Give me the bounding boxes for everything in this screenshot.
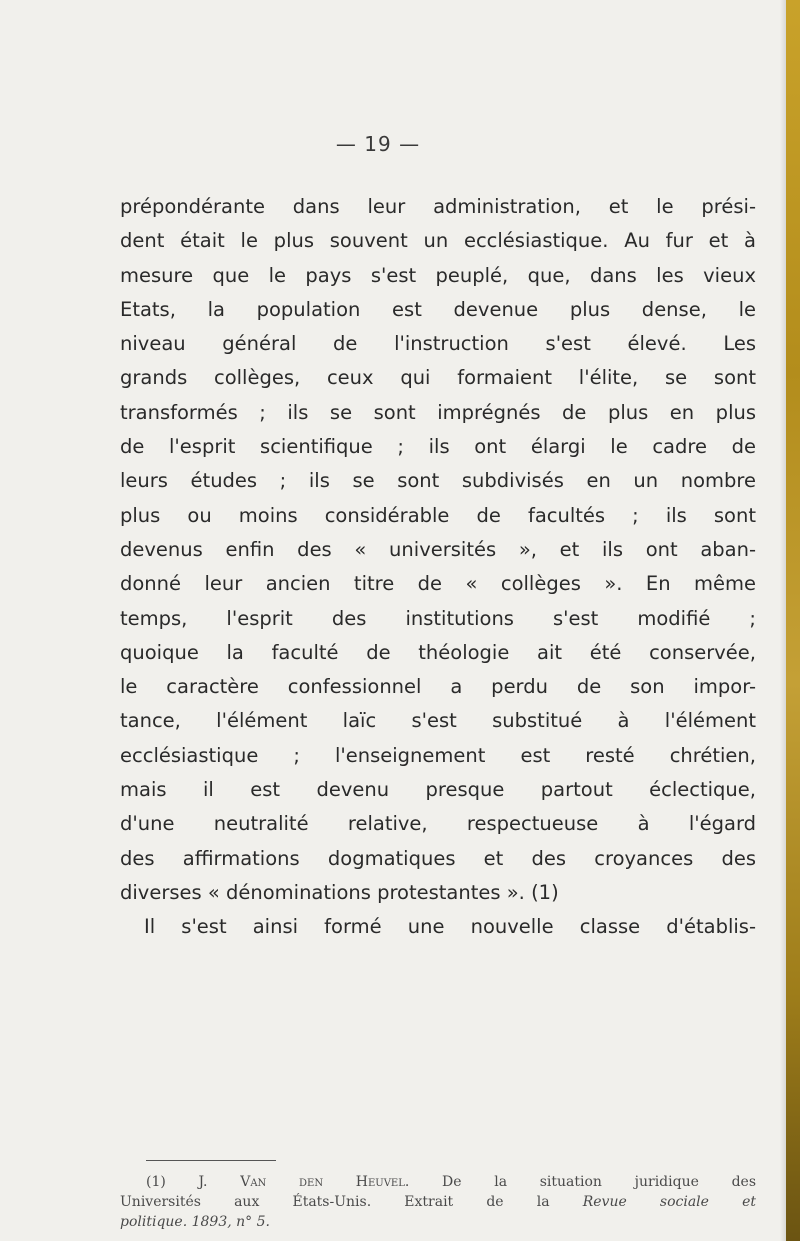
footnote-author: Van den Heuvel bbox=[240, 1174, 405, 1190]
text-line: donné leur ancien titre de « collèges ». En même bbox=[120, 572, 756, 596]
text-line: diverses « dénominations protestantes ». (1) bbox=[120, 880, 559, 904]
text-line: mesure que le pays s'est peuplé, que, dans les vieux bbox=[120, 263, 756, 287]
text-line: quoique la faculté de théologie ait été conservée, bbox=[120, 640, 756, 664]
text-line: tance, l'élément laïc s'est substitué à l'élément bbox=[120, 709, 756, 733]
book-edge bbox=[786, 0, 800, 1241]
footnote-marker: (1) J. bbox=[146, 1174, 208, 1190]
text-line: temps, l'esprit des institutions s'est modifié ; bbox=[120, 606, 756, 630]
text-line: le caractère confessionnel a perdu de son impor- bbox=[120, 675, 756, 699]
text-line: leurs études ; ils se sont subdivisés en un nombre bbox=[120, 469, 756, 493]
text-line: ecclésiastique ; l'enseignement est resté chrétien, bbox=[120, 743, 756, 767]
footnote-separator bbox=[146, 1160, 276, 1161]
footnote-line bbox=[120, 1172, 756, 1192]
footnote bbox=[120, 1172, 756, 1232]
body-text bbox=[120, 190, 756, 945]
text-line: mais il est devenu presque partout éclectique, bbox=[120, 778, 756, 802]
footnote-title: . De la situation juridique des bbox=[404, 1174, 757, 1190]
text-line: devenus enfin des « universités », et ils ont aban- bbox=[120, 537, 756, 561]
footnote-line bbox=[120, 1192, 756, 1212]
text-line: niveau général de l'instruction s'est élevé. Les bbox=[120, 332, 756, 356]
text-line: d'une neutralité relative, respectueuse à l'égard bbox=[120, 812, 756, 836]
text-line: plus ou moins considérable de facultés ; ils sont bbox=[120, 503, 756, 527]
page-number: — 19 — bbox=[335, 132, 421, 156]
text-line: Il s'est ainsi formé une nouvelle classe d'établis- bbox=[144, 915, 756, 939]
footnote-journal: Revue sociale et bbox=[582, 1194, 757, 1210]
text-line: prépondérante dans leur administration, et le prési- bbox=[120, 195, 756, 218]
text-line: des affirmations dogmatiques et des croyances des bbox=[120, 846, 756, 870]
text-line: dent était le plus souvent un ecclésiastique. Au fur et à bbox=[120, 229, 756, 253]
text-line: grands collèges, ceux qui formaient l'élite, se sont bbox=[120, 366, 756, 390]
footnote-line: politique. 1893, n° 5. bbox=[120, 1214, 270, 1230]
text-line: Etats, la population est devenue plus dense, le bbox=[120, 297, 756, 321]
text-line: de l'esprit scientifique ; ils ont élargi le cadre de bbox=[120, 435, 756, 459]
text-line: transformés ; ils se sont imprégnés de plus en plus bbox=[120, 400, 756, 424]
footnote-text: Universités aux États-Unis. Extrait de la bbox=[120, 1194, 550, 1210]
